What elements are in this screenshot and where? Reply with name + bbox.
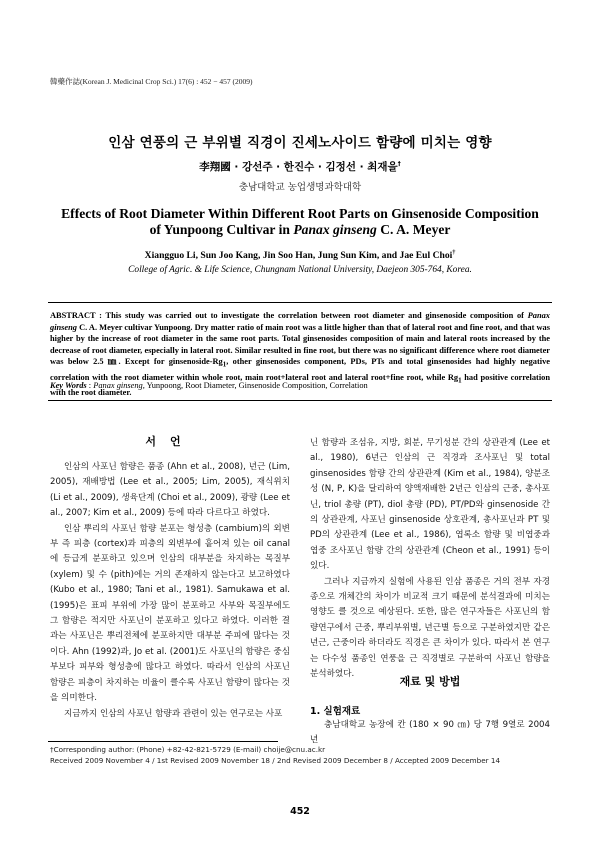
english-title-line-2 (30, 222, 570, 238)
title-text-post: C. A. Meyer (376, 222, 451, 237)
footnote-correspondence: †Corresponding author: (Phone) +82-42-821-5729 (E-mail) choije@cnu.ac.kr (50, 745, 326, 754)
page-number: 452 (290, 806, 310, 817)
left-column (50, 460, 290, 722)
journal-citation: 韓藥作誌(Korean J. Medicinal Crop Sci.) 17(6) : 452 − 457 (2009) (50, 77, 253, 86)
abstract-text-1: This study was carried out to investigate the correlation between root diameter and ginsenoside composition of (101, 311, 528, 320)
english-title (30, 206, 570, 238)
korean-affiliation: 충남대학교 농업생명과학대학 (238, 182, 362, 193)
abstract-text-4: had positive correlation with the root diameter. (50, 372, 550, 397)
keywords (50, 381, 550, 390)
corresponding-mark: † (397, 160, 401, 168)
english-authors-text: Xiangguo Li, Sun Joo Kang, Jin Soo Han, Jung Sun Kim, and Jae Eul Choi (144, 250, 453, 262)
left-paragraph-1: 인삼의 사포닌 함량은 품종 (Ahn et al., 2008), 년근 (Lim, 2005), 재배방법 (Lee et al., 2005; Lim, 2005), 재식위치 (Li et al., 2009), 생육단계 (Choi et al., 2009), 광량 (Lee et al., 2007; Kim et al., 2009) 등에 따라 다르다고 하였다. (50, 462, 290, 519)
left-paragraph-3: 지금까지 인삼의 사포닌 함량과 관련이 있는 연구로는 사포 (64, 708, 283, 719)
title-text-pre: of Yunpoong Cultivar in (149, 222, 294, 237)
english-corresponding-mark: † (452, 250, 456, 256)
keywords-text: , Yunpoong, Root Diameter, Ginsenoside Composition, Correlation (142, 381, 368, 390)
right-paragraph-1: 닌 함량과 조섬유, 지방, 회분, 무기성분 간의 상관관계 (Lee et al., 1980), 6년근 인삼의 근 직경과 조사포닌 및 total ginsenosides 함량 간의 상관관계 (Kim et al., 1984), 양분조성 (N, P, K)을 달리하여 양액재배한 2년근 인삼의 근중, 총사포닌, triol 총량 (PT), diol 총량 (PD), PT/PD와 ginsenoside 간의 상관관계, 사포닌 ginsenoside 상호관계, 총사포닌과 PT 및 PD의 상관관계 (Lee et al., 1986), 엽록소 함량 및 비엽중과 엽중 조사포닌 함량 간의 상관관계 (Cheon et al., 1991) 등이 있다. (310, 438, 550, 572)
english-affiliation: College of Agric. & Life Science, Chungnam National University, Daejeon 305-764, Korea. (128, 265, 472, 275)
methods-heading: 재료 및 방법 (399, 675, 461, 688)
subsection-heading: 1. 실험재료 (310, 706, 361, 717)
footnote-dates: Received 2009 November 4 / 1st Revised 2009 November 18 / 2nd Revised 2009 December 8 / Accepted 2009 December 14 (50, 756, 501, 765)
right-paragraph-2: 그러나 지금까지 실험에 사용된 인삼 품종은 거의 전부 자경종으로 개체간의 차이가 비교적 크기 때문에 분석결과에 미치는 영향도 클 것으로 예상된다. 또한, 많은 연구자들은 사포닌의 함량연구에서 근중, 뿌리부위별, 년근별 등으로 구분하였지만 같은 년근, 근중이라 하더라도 직경은 큰 차이가 있다. 따라서 본 연구는 다수성 품종인 연풍을 근 직경별로 구분하여 사포닌 함량을 분석하였다. (310, 576, 550, 680)
korean-authors (0, 159, 600, 174)
keywords-sep: : (86, 381, 94, 390)
keywords-label: Key Words (50, 381, 87, 390)
english-title-line-1: Effects of Root Diameter Within Different Root Parts on Ginsenoside Composition (61, 206, 539, 221)
footnote (50, 744, 550, 766)
left-paragraph-2: 인삼 뿌리의 사포닌 함량 분포는 형성층 (cambium)의 외변부 즉 피층 (cortex)과 피층의 외변부에 흩어져 있는 oil canal에 등급게 분포하고 있으며 인삼의 대부분을 차지하는 목질부 (xylem) 및 수 (pith)에는 거의 존재하지 않는다고 보고하였다 (Kubo et al., 1980; Tani et al., 1981). Samukawa et al. (1995)은 표피 부위에 가장 많이 분포하고 사부와 목질부에도 그 함량은 적지만 사포닌이 분포하고 있다고 하였다. 이러한 결과는 사포닌은 뿌리전체에 분포하지만 대부분 주피에 많다는 것이다. Ahn (1992)과, Jo et al. (2001)도 사포닌의 함량은 중심부보다 피부와 형성층에 많다고 하였다. 따라서 인삼의 사포닌 함량은 피층이 차지하는 비율이 클수록 사포닌 함량이 많다는 것을 의미한다. (50, 523, 290, 704)
keywords-species: Panax ginseng (93, 381, 143, 390)
abstract-label: ABSTRACT : (50, 311, 102, 320)
abstract-bottom-rule (48, 400, 552, 401)
abstract-species: Panax ginseng (50, 311, 550, 332)
abstract-sub-1: 1 (222, 361, 227, 370)
abstract-text-2: C. A. Meyer cultivar Yunpoong. Dry matter ratio of main root was a little higher than that of lateral root and fine root, and that was higher by the increase of root diameter in the same root parts. Total ginsenosides composition of main and lateral roots increased by the decrease of root diameter, especially in lateral root. Similar resulted in fine root, but there was no significant difference where root diameter was below 2.5 ㎜. Except for ginsenoside-Rg (50, 322, 550, 367)
abstract-top-rule (48, 302, 552, 303)
title-species: Panax ginseng (293, 222, 377, 237)
right-column (310, 436, 550, 683)
english-authors (0, 250, 600, 261)
korean-title: 인삼 연풍의 근 부위별 직경이 진세노사이드 함량에 미치는 영향 (108, 135, 492, 151)
abstract-sub-2: 1 (458, 376, 462, 385)
methods-paragraph: 충남대학교 농장에 칸 (180 × 90 ㎝) 당 7행 9열로 2004년 (310, 720, 550, 746)
footnote-rule (48, 741, 278, 742)
intro-heading: 서언 (145, 435, 195, 448)
korean-authors-text: 李翔國 · 강선주 · 한진수 · 김정선 · 최재을 (199, 161, 398, 173)
abstract-text-3: , other ginsenosides component, PDs, PTs and total ginsenosides had highly negative correlation with the root diameter within whole root, main root+lateral root and lateral root+fine root, while Rg (50, 357, 550, 382)
